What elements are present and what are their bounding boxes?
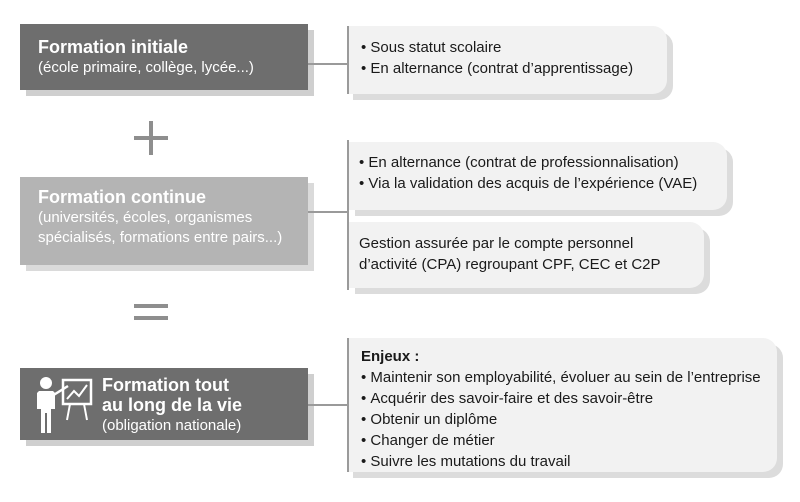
list-item: • Via la validation des acquis de l’expérience (VAE) [359,173,727,194]
list-item: • Maintenir son employabilité, évoluer au sein de l’entreprise [361,367,777,388]
formation-continue-subtitle-line1: (universités, écoles, organismes [38,209,253,226]
list-item: • En alternance (contrat d’apprentissage) [361,58,667,79]
formation-vie-box [20,368,308,440]
connector-1 [308,63,348,65]
formation-initiale-subtitle: (école primaire, collège, lycée...) [38,59,254,76]
formation-continue-details [349,142,727,210]
formation-vie-title-line1: Formation tout [102,375,229,395]
list-item: • Acquérir des savoir-faire et des savoir-être [361,388,777,409]
formation-continue-box [20,177,308,265]
enjeux-label: Enjeux : [361,348,420,365]
list-item: • Suivre les mutations du travail [361,451,777,472]
presenter-chart-icon [32,374,96,436]
cpa-line1: Gestion assurée par le compte personnel [359,235,634,252]
formation-initiale-title: Formation initiale [38,37,189,57]
formation-continue-subtitle-line2: spécialisés, formations entre pairs...) [38,229,283,246]
list-item: • Sous statut scolaire [361,37,667,58]
list-item: • Obtenir un diplôme [361,409,777,430]
formation-continue-title: Formation continue [38,187,206,207]
enjeux-panel [347,338,777,472]
connector-2 [308,211,348,213]
formation-vie-title-line2: au long de la vie [102,395,243,415]
connector-3 [308,404,348,406]
formation-vie-subtitle: (obligation nationale) [102,417,242,434]
list-item: • Changer de métier [361,430,777,451]
cpa-details [349,222,704,288]
cpa-line2: d’activité (CPA) regroupant CPF, CEC et C2P [359,256,661,273]
list-item: • En alternance (contrat de professionnalisation) [359,152,727,173]
formation-initiale-box [20,24,308,90]
formation-initiale-details [347,26,667,94]
